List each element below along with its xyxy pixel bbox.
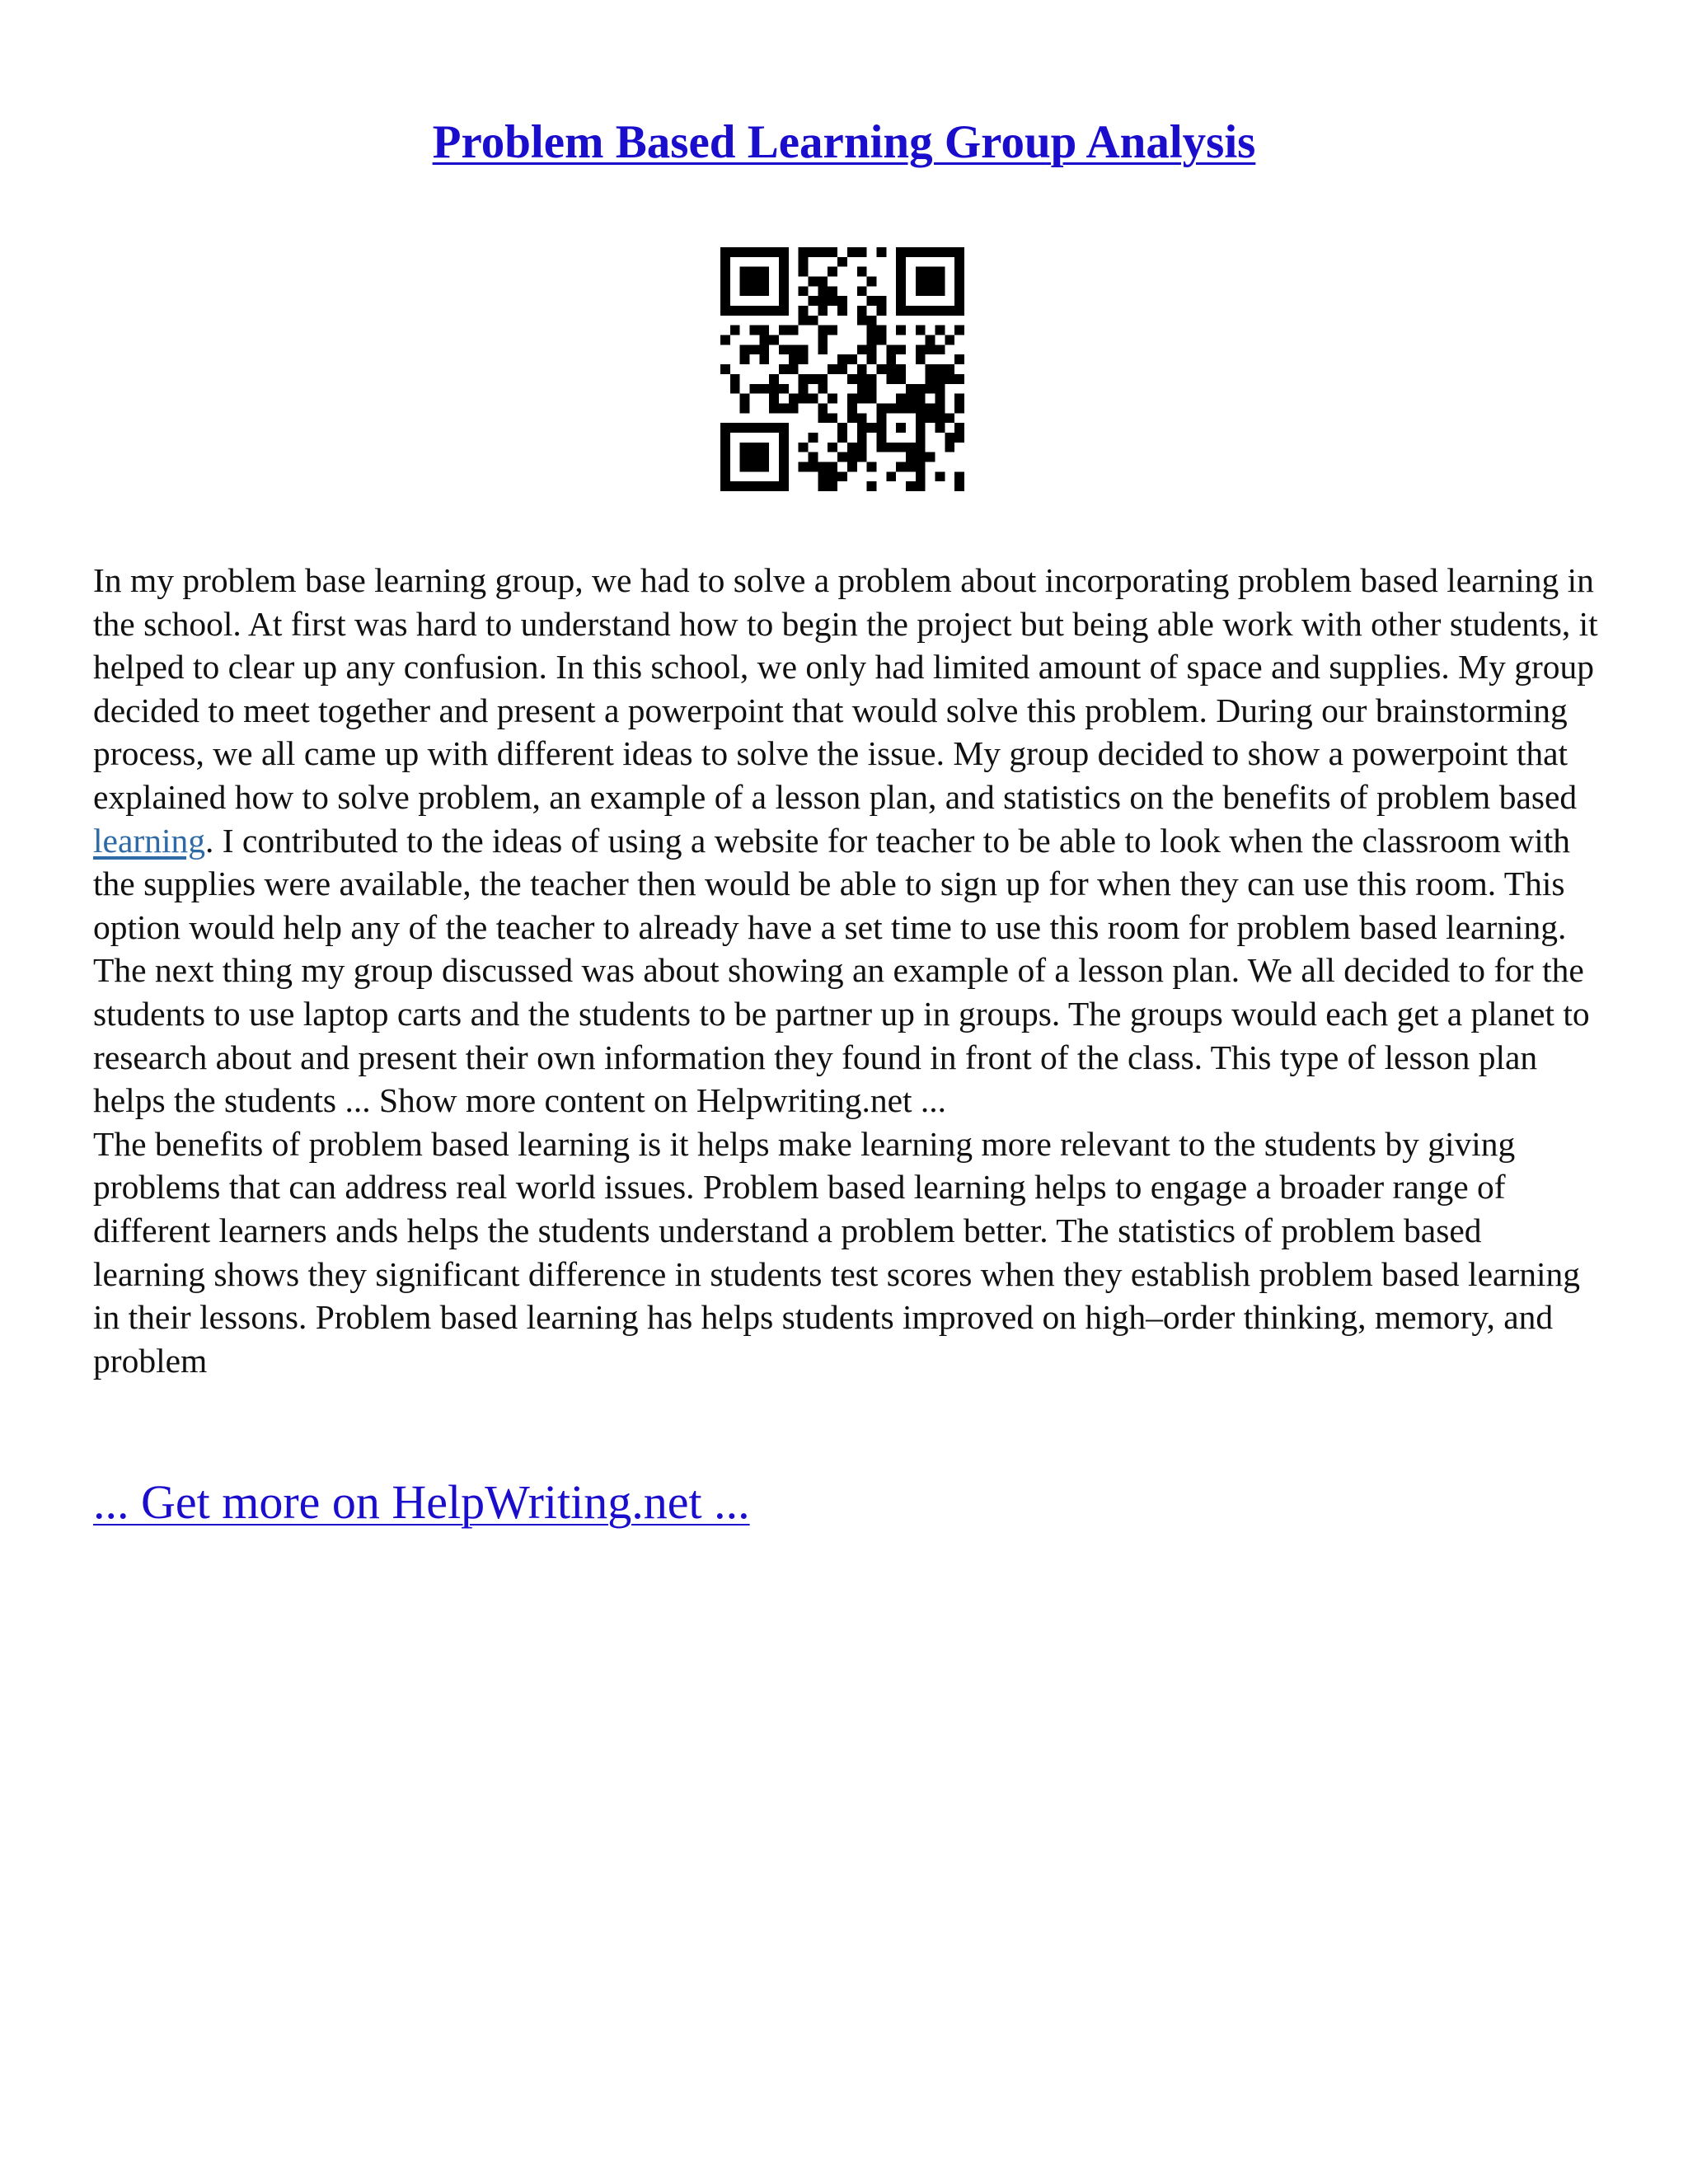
page-title (0, 114, 1688, 171)
get-more-link[interactable]: ... Get more on HelpWriting.net ... (93, 1475, 750, 1529)
inline-learning-link[interactable]: learning (93, 821, 205, 860)
paragraph-1-text-end: . I contributed to the ideas of using a website for teacher to be able to look when the classroom with the supplies were available, the teacher then would be able to sign up for when they can use this room. This option would help any of the teacher to already have a set time to use this room for problem based learning. The next thing my group discussed was about showing an example of a lesson plan. We all decided to for the students to use laptop carts and the students to be partner up in groups. The groups would each get a planet to research about and present their own information they found in front of the class. This type of lesson plan helps the students ... Show more content on Helpwriting.net ... (93, 821, 1590, 1120)
get-more-link-container (93, 1474, 750, 1531)
article-body (93, 559, 1601, 1382)
title-link[interactable]: Problem Based Learning Group Analysis (432, 116, 1256, 168)
body-paragraph-2: The benefits of problem based learning is it helps make learning more relevant to the students by giving problems that can address real world issues. Problem based learning helps to engage a broader range of different learners ands helps the students understand a problem better. The statistics of problem based learning shows they significant difference in students test scores when they establish problem based learning in their lessons. Problem based learning has helps students improved on high–order thinking, memory, and problem (93, 1124, 1581, 1380)
paragraph-1-text-start: In my problem base learning group, we had to solve a problem about incorporating problem based learning in the school. At first was hard to understand how to begin the project but being able work with other students, it helped to clear up any confusion. In this school, we only had limited amount of space and supplies. My group decided to meet together and present a powerpoint that would solve this problem. During our brainstorming process, we all came up with different ideas to solve the issue. My group decided to show a powerpoint that explained how to solve problem, an example of a lesson plan, and statistics on the benefits of problem based (93, 561, 1598, 816)
qr-code-icon (720, 247, 964, 491)
body-paragraph-1 (93, 559, 1601, 1122)
